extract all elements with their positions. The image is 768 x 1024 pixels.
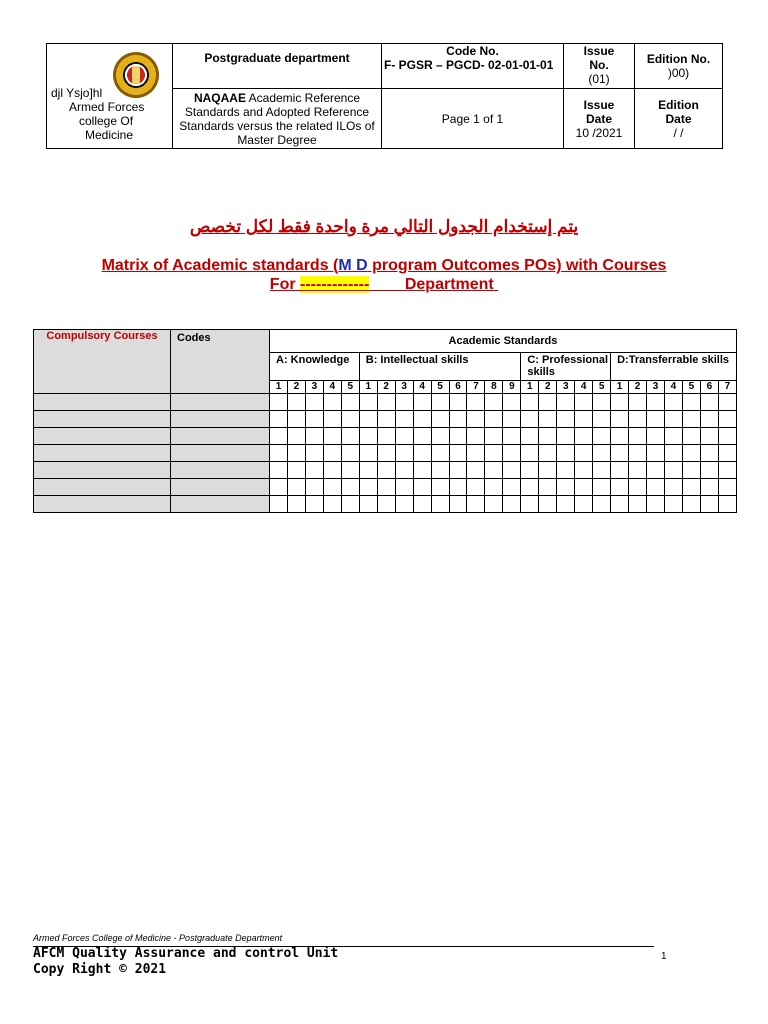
- matrix-cell[interactable]: [359, 411, 377, 428]
- matrix-cell[interactable]: [539, 462, 557, 479]
- matrix-cell[interactable]: [377, 411, 395, 428]
- matrix-cell[interactable]: [377, 428, 395, 445]
- matrix-cell[interactable]: [359, 394, 377, 411]
- matrix-cell[interactable]: [557, 462, 575, 479]
- code-label: Code No.: [446, 44, 499, 58]
- matrix-cell[interactable]: [449, 428, 467, 445]
- matrix-cell[interactable]: [682, 411, 700, 428]
- course-name-cell[interactable]: [34, 479, 171, 496]
- matrix-cell[interactable]: [270, 445, 288, 462]
- matrix-cell[interactable]: [521, 496, 539, 513]
- matrix-cell[interactable]: [270, 496, 288, 513]
- matrix-cell[interactable]: [664, 479, 682, 496]
- matrix-cell[interactable]: [503, 462, 521, 479]
- standard-group-header: A: Knowledge: [270, 353, 360, 381]
- outcome-number: 1: [611, 381, 629, 394]
- matrix-cell[interactable]: [287, 462, 305, 479]
- issue-date-cell: Issue Date 10 /2021: [564, 89, 635, 149]
- course-code-cell[interactable]: [171, 394, 270, 411]
- outcome-number: 1: [270, 381, 288, 394]
- matrix-cell[interactable]: [431, 479, 449, 496]
- matrix-cell[interactable]: [575, 479, 593, 496]
- matrix-cell[interactable]: [611, 411, 629, 428]
- matrix-cell[interactable]: [557, 496, 575, 513]
- matrix-cell[interactable]: [575, 462, 593, 479]
- course-code-cell[interactable]: [171, 411, 270, 428]
- footer-college: Armed Forces College of Medicine - Postgraduate Department: [33, 933, 283, 943]
- matrix-cell[interactable]: [503, 479, 521, 496]
- matrix-cell[interactable]: [664, 462, 682, 479]
- issue-date-value: 10 /2021: [575, 125, 623, 140]
- outcome-number: 5: [682, 381, 700, 394]
- matrix-cell[interactable]: [305, 479, 323, 496]
- outcome-number: 7: [467, 381, 485, 394]
- matrix-cell[interactable]: [467, 394, 485, 411]
- standard-group-header: D:Transferrable skills: [611, 353, 737, 381]
- matrix-cell[interactable]: [647, 445, 665, 462]
- matrix-cell[interactable]: [557, 479, 575, 496]
- matrix-cell[interactable]: [629, 394, 647, 411]
- matrix-cell[interactable]: [539, 479, 557, 496]
- matrix-cell[interactable]: [521, 428, 539, 445]
- matrix-cell[interactable]: [700, 445, 718, 462]
- matrix-cell[interactable]: [718, 496, 736, 513]
- matrix-cell[interactable]: [341, 479, 359, 496]
- matrix-cell[interactable]: [377, 394, 395, 411]
- outcome-number: 2: [539, 381, 557, 394]
- matrix-cell[interactable]: [323, 496, 341, 513]
- matrix-title: Matrix of Academic standards (M D program Outcomes POs) with Courses For ------------- Department: [101, 257, 667, 293]
- arabic-instruction: يتم إستخدام الجدول التالي مرة واحدة فقط لكل تخصص: [189, 217, 579, 236]
- issue-no-cell: Issue No. (01): [564, 44, 635, 89]
- outcome-number: 2: [629, 381, 647, 394]
- matrix-cell[interactable]: [377, 496, 395, 513]
- matrix-cell[interactable]: [521, 462, 539, 479]
- matrix-cell[interactable]: [395, 445, 413, 462]
- outcome-number: 2: [287, 381, 305, 394]
- matrix-cell[interactable]: [629, 428, 647, 445]
- matrix-cell[interactable]: [431, 496, 449, 513]
- matrix-cell[interactable]: [377, 479, 395, 496]
- matrix-cell[interactable]: [485, 496, 503, 513]
- matrix-cell[interactable]: [413, 411, 431, 428]
- academic-standards-matrix: [33, 329, 737, 513]
- outcome-number: 4: [575, 381, 593, 394]
- matrix-cell[interactable]: [359, 462, 377, 479]
- matrix-cell[interactable]: [449, 445, 467, 462]
- table-row: [34, 394, 737, 411]
- matrix-cell[interactable]: [718, 462, 736, 479]
- matrix-cell[interactable]: [521, 411, 539, 428]
- matrix-cell[interactable]: [341, 411, 359, 428]
- matrix-cell[interactable]: [323, 394, 341, 411]
- matrix-cell[interactable]: [323, 445, 341, 462]
- matrix-cell[interactable]: [485, 394, 503, 411]
- outcome-number: 5: [593, 381, 611, 394]
- edition-date-cell: Edition Date / /: [635, 89, 723, 149]
- outcome-number: 5: [431, 381, 449, 394]
- matrix-cell[interactable]: [413, 496, 431, 513]
- matrix-cell[interactable]: [647, 428, 665, 445]
- matrix-cell[interactable]: [593, 462, 611, 479]
- matrix-cell[interactable]: [305, 462, 323, 479]
- table-row: [34, 479, 737, 496]
- matrix-cell[interactable]: [395, 462, 413, 479]
- matrix-cell[interactable]: [557, 411, 575, 428]
- matrix-cell[interactable]: [718, 428, 736, 445]
- table-row: [34, 445, 737, 462]
- table-row: [34, 411, 737, 428]
- course-code-cell[interactable]: [171, 428, 270, 445]
- matrix-cell[interactable]: [682, 394, 700, 411]
- outcome-number: 2: [377, 381, 395, 394]
- matrix-cell[interactable]: [323, 411, 341, 428]
- matrix-cell[interactable]: [575, 411, 593, 428]
- matrix-cell[interactable]: [467, 428, 485, 445]
- matrix-cell[interactable]: [718, 445, 736, 462]
- matrix-cell[interactable]: [341, 428, 359, 445]
- matrix-cell[interactable]: [700, 428, 718, 445]
- outcome-number: 1: [521, 381, 539, 394]
- matrix-cell[interactable]: [682, 479, 700, 496]
- matrix-cell[interactable]: [395, 428, 413, 445]
- matrix-cell[interactable]: [305, 496, 323, 513]
- matrix-cell[interactable]: [503, 445, 521, 462]
- logo-cell: [47, 44, 173, 149]
- matrix-cell[interactable]: [611, 496, 629, 513]
- matrix-cell[interactable]: [431, 411, 449, 428]
- matrix-cell[interactable]: [593, 445, 611, 462]
- matrix-cell[interactable]: [341, 496, 359, 513]
- matrix-cell[interactable]: [305, 411, 323, 428]
- matrix-cell[interactable]: [413, 428, 431, 445]
- matrix-cell[interactable]: [682, 496, 700, 513]
- matrix-cell[interactable]: [341, 394, 359, 411]
- matrix-cell[interactable]: [575, 496, 593, 513]
- matrix-cell[interactable]: [485, 428, 503, 445]
- matrix-cell[interactable]: [539, 411, 557, 428]
- course-name-cell[interactable]: [34, 411, 171, 428]
- matrix-cell[interactable]: [700, 462, 718, 479]
- outcome-number: 4: [664, 381, 682, 394]
- matrix-cell[interactable]: [431, 428, 449, 445]
- matrix-cell[interactable]: [593, 394, 611, 411]
- matrix-cell[interactable]: [287, 411, 305, 428]
- matrix-cell[interactable]: [270, 462, 288, 479]
- matrix-cell[interactable]: [395, 496, 413, 513]
- matrix-cell[interactable]: [413, 445, 431, 462]
- matrix-cell[interactable]: [377, 462, 395, 479]
- matrix-cell[interactable]: [539, 496, 557, 513]
- standard-group-header: C: Professional skills: [521, 353, 611, 381]
- matrix-cell[interactable]: [449, 496, 467, 513]
- matrix-cell[interactable]: [359, 479, 377, 496]
- matrix-cell[interactable]: [629, 479, 647, 496]
- page-indicator: Page 1 of 1: [382, 89, 564, 149]
- matrix-cell[interactable]: [413, 394, 431, 411]
- matrix-cell[interactable]: [629, 411, 647, 428]
- matrix-cell[interactable]: [664, 394, 682, 411]
- matrix-cell[interactable]: [431, 394, 449, 411]
- matrix-cell[interactable]: [593, 479, 611, 496]
- matrix-cell[interactable]: [611, 394, 629, 411]
- document-header-table: [46, 43, 723, 149]
- matrix-cell[interactable]: [718, 411, 736, 428]
- outcome-number: 3: [557, 381, 575, 394]
- outcome-number: 1: [359, 381, 377, 394]
- matrix-cell[interactable]: [664, 445, 682, 462]
- matrix-cell[interactable]: [359, 496, 377, 513]
- matrix-cell[interactable]: [629, 496, 647, 513]
- matrix-cell[interactable]: [395, 394, 413, 411]
- course-name-cell[interactable]: [34, 428, 171, 445]
- matrix-cell[interactable]: [287, 394, 305, 411]
- matrix-cell[interactable]: [485, 479, 503, 496]
- matrix-cell[interactable]: [503, 428, 521, 445]
- matrix-cell[interactable]: [647, 496, 665, 513]
- matrix-cell[interactable]: [575, 394, 593, 411]
- codes-header: Codes: [171, 330, 270, 394]
- matrix-cell[interactable]: [539, 445, 557, 462]
- matrix-cell[interactable]: [557, 445, 575, 462]
- outcome-number: 8: [485, 381, 503, 394]
- department-placeholder: -------------: [300, 276, 370, 293]
- matrix-cell[interactable]: [539, 394, 557, 411]
- matrix-cell[interactable]: [359, 428, 377, 445]
- matrix-cell[interactable]: [664, 411, 682, 428]
- matrix-cell[interactable]: [449, 394, 467, 411]
- matrix-cell[interactable]: [664, 428, 682, 445]
- outcome-number: 7: [718, 381, 736, 394]
- matrix-cell[interactable]: [611, 462, 629, 479]
- matrix-cell[interactable]: [287, 428, 305, 445]
- matrix-cell[interactable]: [395, 479, 413, 496]
- matrix-cell[interactable]: [593, 411, 611, 428]
- matrix-cell[interactable]: [485, 411, 503, 428]
- matrix-cell[interactable]: [718, 394, 736, 411]
- matrix-cell[interactable]: [647, 462, 665, 479]
- matrix-cell[interactable]: [503, 411, 521, 428]
- outcome-number: 4: [413, 381, 431, 394]
- matrix-cell[interactable]: [682, 462, 700, 479]
- standard-group-header: B: Intellectual skills: [359, 353, 521, 381]
- matrix-cell[interactable]: [539, 428, 557, 445]
- matrix-cell[interactable]: [431, 462, 449, 479]
- matrix-cell[interactable]: [575, 428, 593, 445]
- outcome-number: 3: [305, 381, 323, 394]
- matrix-cell[interactable]: [521, 479, 539, 496]
- matrix-cell[interactable]: [377, 445, 395, 462]
- matrix-cell[interactable]: [413, 479, 431, 496]
- matrix-cell[interactable]: [467, 445, 485, 462]
- course-code-cell[interactable]: [171, 496, 270, 513]
- matrix-cell[interactable]: [557, 394, 575, 411]
- edition-date-value: / /: [673, 125, 684, 140]
- matrix-cell[interactable]: [449, 411, 467, 428]
- course-code-cell[interactable]: [171, 445, 270, 462]
- matrix-cell[interactable]: [467, 411, 485, 428]
- matrix-cell[interactable]: [575, 445, 593, 462]
- course-name-cell[interactable]: [34, 462, 171, 479]
- matrix-cell[interactable]: [270, 394, 288, 411]
- matrix-cell[interactable]: [287, 445, 305, 462]
- matrix-cell[interactable]: [611, 428, 629, 445]
- matrix-cell[interactable]: [593, 496, 611, 513]
- course-code-cell[interactable]: [171, 462, 270, 479]
- matrix-cell[interactable]: [647, 479, 665, 496]
- matrix-cell[interactable]: [287, 479, 305, 496]
- edition-no-value: )00): [667, 66, 690, 80]
- matrix-cell[interactable]: [629, 462, 647, 479]
- matrix-cell[interactable]: [341, 445, 359, 462]
- matrix-cell[interactable]: [449, 479, 467, 496]
- outcome-number: 4: [323, 381, 341, 394]
- course-name-cell[interactable]: [34, 394, 171, 411]
- matrix-cell[interactable]: [323, 479, 341, 496]
- matrix-cell[interactable]: [270, 479, 288, 496]
- matrix-cell[interactable]: [593, 428, 611, 445]
- course-code-cell[interactable]: [171, 479, 270, 496]
- matrix-cell[interactable]: [557, 428, 575, 445]
- matrix-cell[interactable]: [305, 445, 323, 462]
- code-cell: [382, 44, 564, 89]
- matrix-cell[interactable]: [305, 394, 323, 411]
- matrix-cell[interactable]: [270, 428, 288, 445]
- department-name: Postgraduate department: [173, 44, 382, 89]
- matrix-cell[interactable]: [287, 496, 305, 513]
- matrix-cell[interactable]: [629, 445, 647, 462]
- matrix-cell[interactable]: [485, 445, 503, 462]
- matrix-cell[interactable]: [323, 428, 341, 445]
- matrix-cell[interactable]: [700, 394, 718, 411]
- outcome-number: 9: [503, 381, 521, 394]
- outcome-number: 3: [647, 381, 665, 394]
- table-row: [34, 496, 737, 513]
- code-value: F- PGSR – PGCD- 02-01-01-01: [384, 58, 554, 72]
- compulsory-courses-header: Compulsory Courses: [34, 330, 171, 394]
- matrix-cell[interactable]: [341, 462, 359, 479]
- matrix-cell[interactable]: [305, 428, 323, 445]
- matrix-cell[interactable]: [718, 479, 736, 496]
- matrix-cell[interactable]: [323, 462, 341, 479]
- matrix-cell[interactable]: [449, 462, 467, 479]
- matrix-cell[interactable]: [503, 496, 521, 513]
- matrix-cell[interactable]: [467, 479, 485, 496]
- matrix-cell[interactable]: [682, 445, 700, 462]
- outcome-number: 5: [341, 381, 359, 394]
- academic-standards-header: Academic Standards: [270, 330, 737, 353]
- footer-copyright: AFCM Quality Assurance and control Unit Copy Right © 2021: [33, 946, 339, 977]
- college-name: djl Ysjo]hl Armed Forces college Of Medicine: [51, 86, 145, 142]
- matrix-cell[interactable]: [700, 479, 718, 496]
- matrix-cell[interactable]: [700, 496, 718, 513]
- matrix-cell[interactable]: [647, 411, 665, 428]
- matrix-cell[interactable]: [270, 411, 288, 428]
- matrix-cell[interactable]: [467, 462, 485, 479]
- course-name-cell[interactable]: [34, 445, 171, 462]
- outcome-number: 6: [449, 381, 467, 394]
- matrix-cell[interactable]: [503, 394, 521, 411]
- matrix-cell[interactable]: [485, 462, 503, 479]
- course-name-cell[interactable]: [34, 496, 171, 513]
- table-row: [34, 462, 737, 479]
- issue-no-value: (01): [588, 72, 610, 86]
- page-number: 1: [661, 951, 667, 962]
- matrix-cell[interactable]: [467, 496, 485, 513]
- matrix-cell[interactable]: [521, 445, 539, 462]
- matrix-cell[interactable]: [611, 479, 629, 496]
- matrix-cell[interactable]: [664, 496, 682, 513]
- matrix-cell[interactable]: [611, 445, 629, 462]
- outcome-number: 3: [395, 381, 413, 394]
- matrix-cell[interactable]: [395, 411, 413, 428]
- outcome-number: 6: [700, 381, 718, 394]
- table-row: [34, 428, 737, 445]
- edition-no-cell: Edition No. )00): [635, 44, 723, 89]
- matrix-cell[interactable]: [413, 462, 431, 479]
- matrix-cell[interactable]: [700, 411, 718, 428]
- naqaae-description: NAQAAE Academic Reference Standards and Adopted Reference Standards versus the related ILOs of Master Degree: [173, 89, 382, 149]
- matrix-cell[interactable]: [682, 428, 700, 445]
- matrix-cell[interactable]: [431, 445, 449, 462]
- matrix-cell[interactable]: [521, 394, 539, 411]
- matrix-cell[interactable]: [359, 445, 377, 462]
- matrix-cell[interactable]: [647, 394, 665, 411]
